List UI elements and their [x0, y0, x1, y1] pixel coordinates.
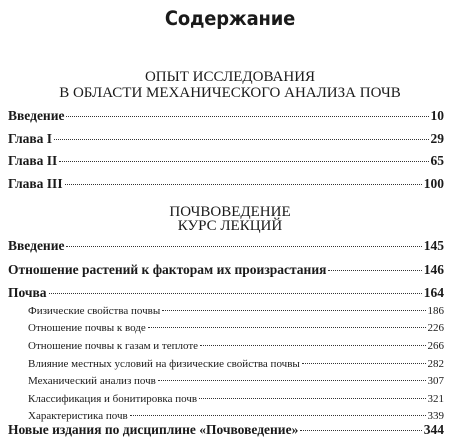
toc-entry[interactable] — [8, 262, 444, 278]
toc-entry-title: Введение — [8, 108, 65, 123]
toc-subentry[interactable] — [28, 305, 444, 317]
toc-entry-page: 10 — [430, 108, 444, 123]
dot-leader — [49, 293, 422, 294]
page-title: Содержание — [164, 7, 296, 30]
toc-subentry[interactable] — [28, 340, 444, 352]
toc-subentry[interactable] — [28, 375, 444, 387]
dot-leader — [328, 270, 421, 271]
toc-subentry-page: 339 — [427, 410, 444, 422]
section-heading-line-2: КУРС ЛЕКЦИЙ — [177, 218, 283, 234]
toc-subentry-page: 186 — [427, 305, 444, 317]
dot-leader — [200, 345, 425, 346]
toc-entry-title: Глава III — [8, 176, 63, 191]
section-heading-line-1: ПОЧВОВЕДЕНИЕ — [169, 204, 291, 220]
toc-entry[interactable] — [8, 422, 444, 438]
toc-entry-title: Глава II — [8, 153, 58, 168]
toc-subentry-page: 321 — [427, 393, 444, 405]
toc-entry-page: 344 — [423, 422, 444, 437]
toc-subentry-page: 266 — [427, 340, 444, 352]
toc-entry-page: 146 — [423, 262, 444, 277]
toc-subentry-title: Влияние местных условий на физические свойства почвы — [28, 358, 300, 370]
toc-subentry-page: 307 — [427, 375, 444, 387]
toc-entry-page: 29 — [430, 131, 444, 146]
toc-entry-page: 100 — [423, 176, 444, 191]
toc-subentry[interactable] — [28, 393, 444, 405]
dot-leader — [300, 430, 421, 431]
toc-entry-page: 145 — [423, 238, 444, 253]
toc-entry-page: 164 — [423, 285, 444, 300]
toc-entry-page: 65 — [430, 153, 444, 168]
toc-entry[interactable] — [8, 131, 444, 147]
section-heading-line-2: В ОБЛАСТИ МЕХАНИЧЕСКОГО АНАЛИЗА ПОЧВ — [59, 85, 401, 101]
dot-leader — [199, 398, 425, 399]
toc-entry-title: Глава I — [8, 131, 53, 146]
toc-subentry-title: Характеристика почв — [28, 410, 128, 422]
dot-leader — [66, 246, 421, 247]
toc-subentry[interactable] — [28, 322, 444, 334]
toc-subentry[interactable] — [28, 358, 444, 370]
dot-leader — [158, 380, 426, 381]
toc-subentry-title: Отношение почвы к газам и теплоте — [28, 340, 199, 352]
dot-leader — [162, 310, 425, 311]
toc-subentry-title: Отношение почвы к воде — [28, 322, 146, 334]
toc-entry-title: Почва — [8, 285, 47, 300]
dot-leader — [148, 327, 426, 328]
toc-entry[interactable] — [8, 238, 444, 254]
section-heading-line-1: ОПЫТ ИССЛЕДОВАНИЯ — [144, 69, 316, 85]
dot-leader — [59, 161, 428, 162]
toc-subentry-title: Классификация и бонитировка почв — [28, 393, 198, 405]
toc-subentry-title: Физические свойства почвы — [28, 305, 161, 317]
dot-leader — [66, 116, 428, 117]
dot-leader — [65, 184, 422, 185]
toc-entry[interactable] — [8, 108, 444, 124]
toc-subentry-page: 226 — [427, 322, 444, 334]
dot-leader — [54, 139, 428, 140]
toc-entry[interactable] — [8, 176, 444, 192]
toc-entry-title: Отношение растений к факторам их произрастания — [8, 262, 327, 277]
toc-subentry[interactable] — [28, 410, 444, 422]
toc-subentry-page: 282 — [427, 358, 444, 370]
toc-entry[interactable] — [8, 153, 444, 169]
dot-leader — [302, 363, 426, 364]
toc-entry-title: Введение — [8, 238, 65, 253]
toc-entry-title: Новые издания по дисциплине «Почвоведение» — [8, 422, 299, 437]
dot-leader — [130, 415, 426, 416]
toc-subentry-title: Механический анализ почв — [28, 375, 156, 387]
toc-entry[interactable] — [8, 285, 444, 301]
